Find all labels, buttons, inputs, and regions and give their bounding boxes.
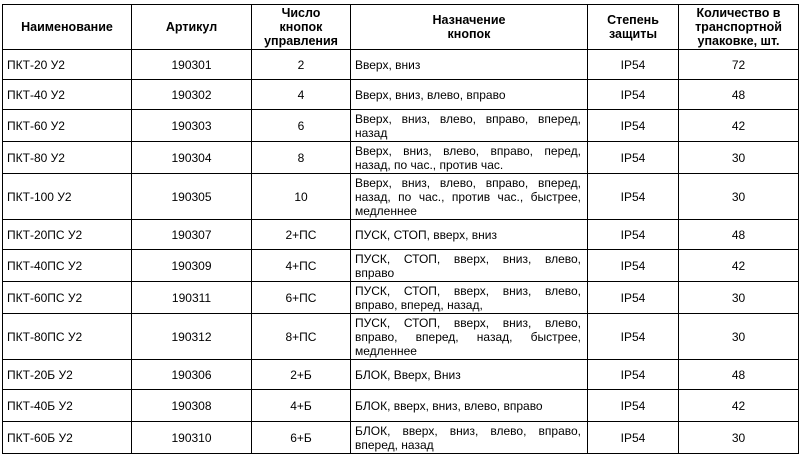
- cell-article: 190304: [132, 142, 252, 174]
- header-article: Артикул: [132, 5, 252, 50]
- table-row: [3, 250, 799, 282]
- cell-package-qty: 48: [679, 360, 799, 390]
- table-body: [3, 50, 799, 454]
- cell-package-qty: 30: [679, 282, 799, 314]
- cell-purpose: БЛОК, Вверх, Вниз: [351, 360, 588, 390]
- cell-article: 190311: [132, 282, 252, 314]
- table-row: [3, 360, 799, 390]
- cell-protection: IP54: [588, 50, 679, 80]
- cell-article: 190309: [132, 250, 252, 282]
- cell-buttons-count: 8+ПС: [252, 314, 351, 360]
- cell-article: 190308: [132, 390, 252, 422]
- table-row: [3, 142, 799, 174]
- table-row: [3, 80, 799, 110]
- cell-protection: IP54: [588, 110, 679, 142]
- cell-purpose: Вверх, вниз, влево, вправо, вперед, назад: [351, 110, 588, 142]
- cell-protection: IP54: [588, 174, 679, 220]
- cell-name: ПКТ-20Б У2: [3, 360, 132, 390]
- table-row: [3, 314, 799, 360]
- cell-protection: IP54: [588, 220, 679, 250]
- table-header: [3, 5, 799, 50]
- cell-name: ПКТ-60Б У2: [3, 422, 132, 454]
- table-row: [3, 390, 799, 422]
- cell-package-qty: 42: [679, 390, 799, 422]
- cell-article: 190312: [132, 314, 252, 360]
- cell-name: ПКТ-20 У2: [3, 50, 132, 80]
- cell-purpose: ПУСК, СТОП, вверх, вниз, влево, вправо, вперед, назад, быстрее, медленнее: [351, 314, 588, 360]
- cell-package-qty: 48: [679, 220, 799, 250]
- cell-package-qty: 72: [679, 50, 799, 80]
- cell-protection: IP54: [588, 390, 679, 422]
- cell-buttons-count: 6+ПС: [252, 282, 351, 314]
- cell-buttons-count: 6: [252, 110, 351, 142]
- cell-name: ПКТ-80 У2: [3, 142, 132, 174]
- header-row: [3, 5, 799, 50]
- cell-buttons-count: 2+Б: [252, 360, 351, 390]
- cell-protection: IP54: [588, 80, 679, 110]
- cell-article: 190305: [132, 174, 252, 220]
- cell-purpose: БЛОК, вверх, вниз, влево, вправо, вперед, назад: [351, 422, 588, 454]
- header-name: Наименование: [3, 5, 132, 50]
- cell-article: 190303: [132, 110, 252, 142]
- cell-buttons-count: 2: [252, 50, 351, 80]
- cell-protection: IP54: [588, 360, 679, 390]
- table-row: [3, 110, 799, 142]
- cell-package-qty: 42: [679, 110, 799, 142]
- product-spec-table: [2, 4, 799, 454]
- cell-package-qty: 30: [679, 314, 799, 360]
- table-row: [3, 50, 799, 80]
- cell-article: 190302: [132, 80, 252, 110]
- cell-protection: IP54: [588, 142, 679, 174]
- cell-purpose: ПУСК, СТОП, вверх, вниз, влево, вправо, вперед, назад,: [351, 282, 588, 314]
- cell-purpose: ПУСК, СТОП, вверх, вниз, влево, вправо: [351, 250, 588, 282]
- cell-package-qty: 30: [679, 142, 799, 174]
- header-buttons-count: Число кнопок управления: [252, 5, 351, 50]
- cell-name: ПКТ-40 У2: [3, 80, 132, 110]
- cell-protection: IP54: [588, 282, 679, 314]
- cell-purpose: ПУСК, СТОП, вверх, вниз: [351, 220, 588, 250]
- cell-purpose: Вверх, вниз, влево, вправо, вперед, назад, по час., против час., быстрее, медленнее: [351, 174, 588, 220]
- cell-article: 190301: [132, 50, 252, 80]
- cell-name: ПКТ-100 У2: [3, 174, 132, 220]
- cell-buttons-count: 10: [252, 174, 351, 220]
- header-protection: Степень защиты: [588, 5, 679, 50]
- cell-name: ПКТ-80ПС У2: [3, 314, 132, 360]
- cell-buttons-count: 6+Б: [252, 422, 351, 454]
- table-row: [3, 174, 799, 220]
- cell-package-qty: 30: [679, 422, 799, 454]
- header-package-qty: Количество в транспортной упаковке, шт.: [679, 5, 799, 50]
- table-row: [3, 282, 799, 314]
- cell-purpose: БЛОК, вверх, вниз, влево, вправо: [351, 390, 588, 422]
- cell-name: ПКТ-60ПС У2: [3, 282, 132, 314]
- cell-article: 190307: [132, 220, 252, 250]
- cell-protection: IP54: [588, 250, 679, 282]
- header-buttons-purpose: Назначение кнопок: [351, 5, 588, 50]
- table-row: [3, 220, 799, 250]
- cell-name: ПКТ-40Б У2: [3, 390, 132, 422]
- cell-package-qty: 48: [679, 80, 799, 110]
- cell-buttons-count: 4+ПС: [252, 250, 351, 282]
- cell-purpose: Вверх, вниз: [351, 50, 588, 80]
- cell-buttons-count: 4+Б: [252, 390, 351, 422]
- cell-package-qty: 30: [679, 174, 799, 220]
- cell-article: 190310: [132, 422, 252, 454]
- cell-name: ПКТ-40ПС У2: [3, 250, 132, 282]
- cell-buttons-count: 2+ПС: [252, 220, 351, 250]
- cell-buttons-count: 8: [252, 142, 351, 174]
- cell-protection: IP54: [588, 314, 679, 360]
- cell-protection: IP54: [588, 422, 679, 454]
- cell-package-qty: 42: [679, 250, 799, 282]
- cell-buttons-count: 4: [252, 80, 351, 110]
- cell-name: ПКТ-20ПС У2: [3, 220, 132, 250]
- cell-purpose: Вверх, вниз, влево, вправо: [351, 80, 588, 110]
- cell-purpose: Вверх, вниз, влево, вправо, перед, назад, по час., против час.: [351, 142, 588, 174]
- cell-name: ПКТ-60 У2: [3, 110, 132, 142]
- table-row: [3, 422, 799, 454]
- cell-article: 190306: [132, 360, 252, 390]
